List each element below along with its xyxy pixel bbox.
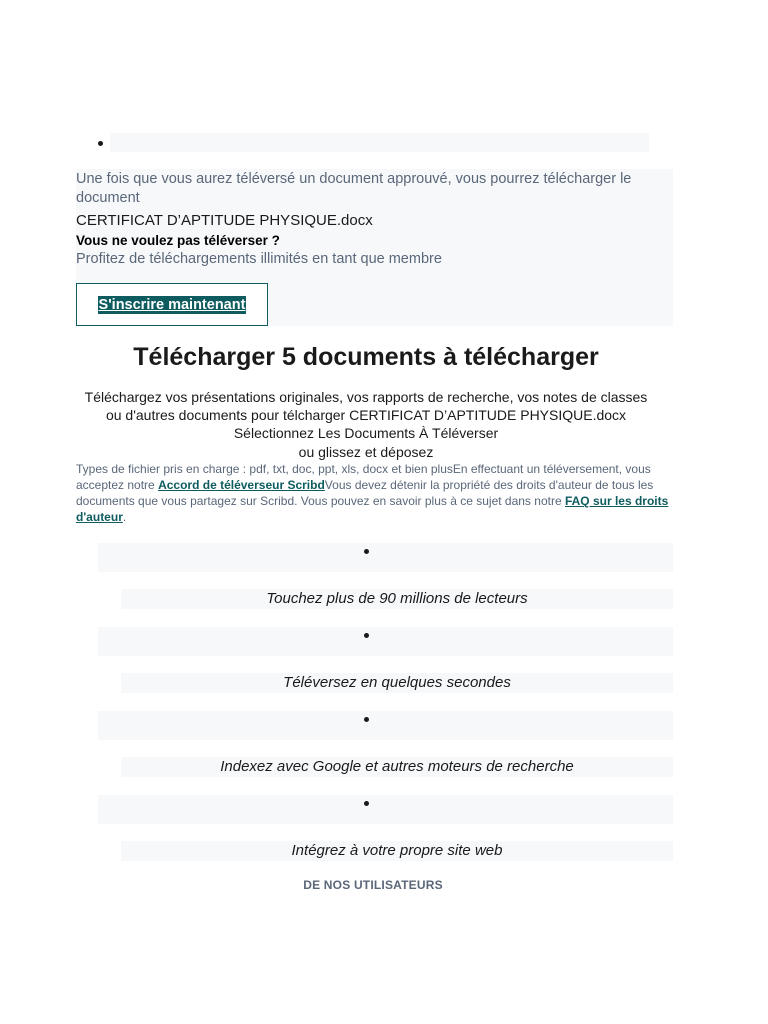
testimonials-heading: DE NOS UTILISATEURS — [303, 878, 443, 892]
membership-text: Profitez de téléchargements illimités en tant que membre — [76, 251, 442, 267]
upload-intro-text: Une fois que vous aurez téléversé un document approuvé, vous pourrez télécharger le document — [76, 171, 632, 206]
signup-button[interactable] — [76, 283, 268, 326]
drag-drop-zone[interactable]: ou glissez et déposez — [298, 444, 434, 460]
feature-label: Touchez plus de 90 millions de lecteurs — [121, 589, 673, 609]
bullet-dot — [364, 801, 369, 806]
bullet-dot — [364, 549, 369, 554]
copyright-text: Vous devez détenir la propriété des droits d'auteur de tous les documents que vous partagez sur Scribd. Vous pouvez en savoir plus à ce sujet dans notre — [76, 478, 654, 508]
upload-description-line-1: Téléchargez vos présentations originales, vos rapports de recherche, vos notes de classes — [84, 389, 648, 405]
signup-button-label: S'inscrire maintenant — [98, 296, 246, 313]
feature-item — [98, 543, 673, 572]
feature-label: Téléversez en quelques secondes — [121, 673, 673, 693]
bullet-dot — [98, 141, 103, 146]
no-upload-question: Vous ne voulez pas téléverser ? — [76, 233, 280, 248]
empty-list-item — [110, 133, 649, 152]
bullet-dot — [364, 633, 369, 638]
uploader-agreement-link[interactable]: Accord de téléverseur Scribd — [158, 478, 325, 492]
feature-item — [98, 627, 673, 656]
document-filename: CERTIFICAT D’APTITUDE PHYSIQUE.docx — [76, 212, 373, 229]
feature-label: Intégrez à votre propre site web — [121, 841, 673, 861]
feature-label: Indexez avec Google et autres moteurs de recherche — [121, 757, 673, 777]
feature-item — [98, 711, 673, 740]
select-documents-button[interactable]: Sélectionnez Les Documents À Téléverser — [233, 425, 499, 441]
file-types-text: Types de fichier pris en charge : pdf, txt, doc, ppt, xls, docx et bien plusEn effectuant un téléversement, vous acceptez notre — [76, 462, 651, 492]
feature-item — [98, 795, 673, 824]
file-types-notice — [76, 461, 670, 525]
upload-description-line-2: ou d'autres documents pour télcharger CERTIFICAT D’APTITUDE PHYSIQUE.docx — [105, 407, 627, 423]
notice-end: . — [122, 510, 127, 524]
copyright-faq-link[interactable]: FAQ sur les droits d'auteur — [76, 494, 669, 524]
bullet-dot — [364, 717, 369, 722]
upload-heading: Télécharger 5 documents à télécharger — [133, 343, 599, 371]
